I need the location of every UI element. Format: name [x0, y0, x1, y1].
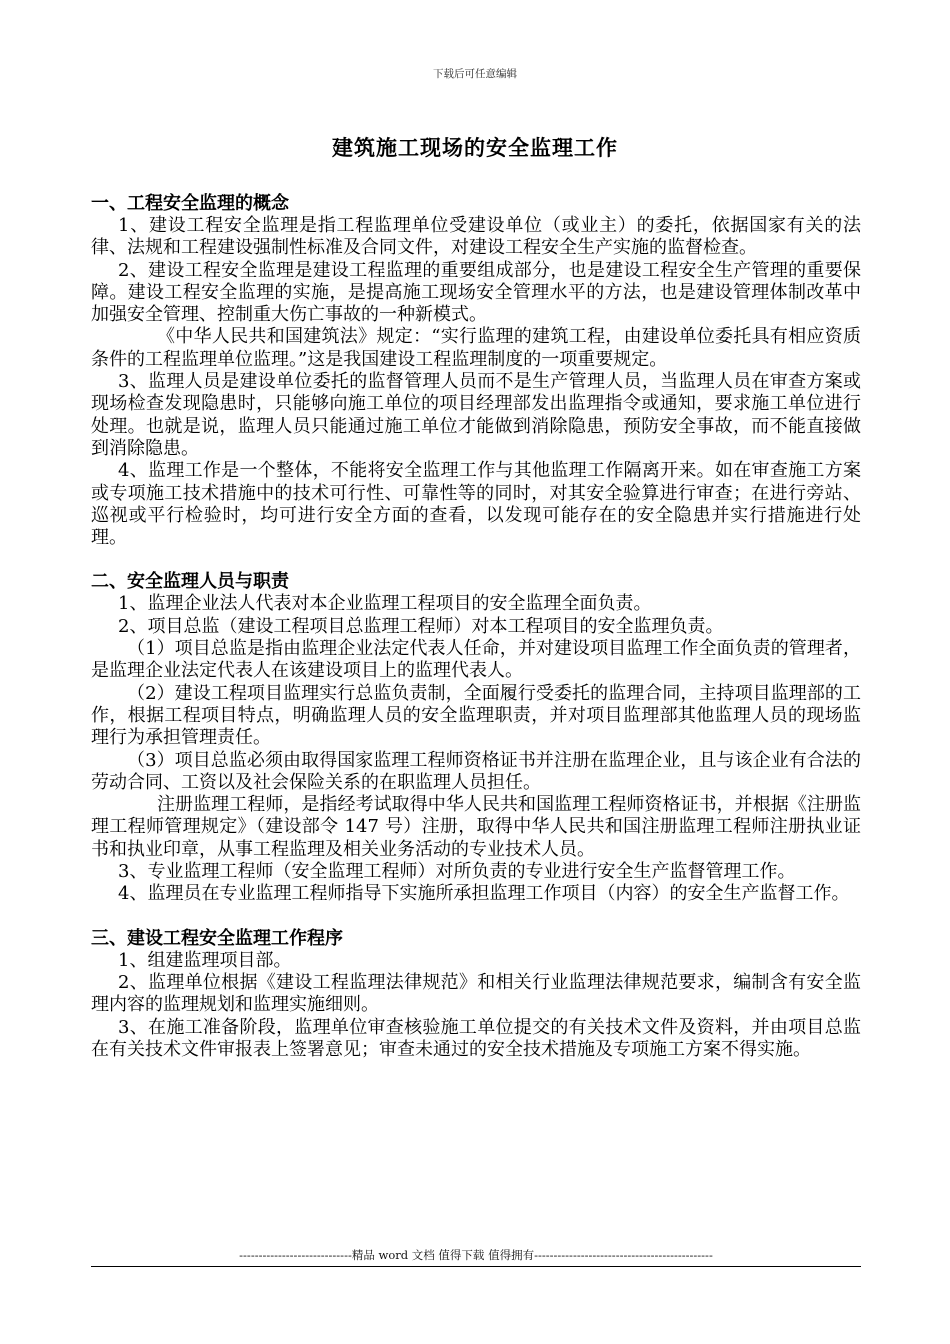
paragraph: 1、建设工程安全监理是指工程监理单位受建设单位（或业主）的委托，依据国家有关的法律、法规和工程建设强制性标准及合同文件，对建设工程安全生产实施的监督检查。: [91, 215, 861, 259]
paragraph: （2）建设工程项目监理实行总监负责制，全面履行受委托的监理合同，主持项目监理部的工作，根据工程项目特点，明确监理人员的安全监理职责，并对项目监理部其他监理人员的现场监理行为承担管理责任。: [91, 682, 861, 749]
paragraph: 1、监理企业法人代表对本企业监理工程项目的安全监理全面负责。: [118, 593, 652, 615]
section-gap: [91, 906, 861, 928]
document-body: [91, 193, 861, 1061]
section-heading: 二、安全监理人员与职责: [91, 571, 289, 593]
paragraph: 2、项目总监（建设工程项目总监理工程师）对本工程项目的安全监理负责。: [118, 615, 724, 637]
header-note: 下载后可任意编辑: [433, 68, 517, 80]
page-footer: [91, 1247, 861, 1267]
paragraph: 3、专业监理工程师（安全监理工程师）对所负责的专业进行安全生产监督管理工作。: [118, 861, 796, 883]
footer-divider: [91, 1266, 861, 1267]
paragraph: 1、组建监理项目部。: [118, 949, 292, 971]
paragraph: 《中华人民共和国建筑法》规定：“实行监理的建筑工程，由建设单位委托具有相应资质条件的工程监理单位监理。”这是我国建设工程监理制度的一项重要规定。: [91, 326, 861, 370]
paragraph: 注册监理工程师，是指经考试取得中华人民共和国监理工程师资格证书，并根据《注册监理工程师管理规定》（建设部令 147 号）注册，取得中华人民共和国注册监理工程师注册执业证书和执业印章，从事工程监理及相关业务活动的专业技术人员。: [91, 794, 861, 860]
section-heading: 三、建设工程安全监理工作程序: [91, 927, 343, 949]
section-3: [91, 928, 861, 1061]
paragraph: 2、建设工程安全监理是建设工程监理的重要组成部分，也是建设工程安全生产管理的重要保障。建设工程安全监理的实施，是提高施工现场安全管理水平的方法，也是建设管理体制改革中加强安全管理、控制重大伤亡事故的一种新模式。: [91, 259, 861, 326]
paragraph: 4、监理员在专业监理工程师指导下实施所承担监理工作项目（内容）的安全生产监督工作。: [118, 883, 850, 905]
paragraph: 3、监理人员是建设单位委托的监督管理人员而不是生产管理人员，当监理人员在审查方案或现场检查发现隐患时，只能够向施工单位的项目经理部发出监理指令或通知，要求施工单位进行处理。也就是说，监理人员只能通过施工单位才能做到消除隐患，预防安全事故，而不能直接做到消除隐患。: [91, 371, 861, 459]
paragraph: 2、监理单位根据《建设工程监理法律规范》和相关行业监理法律规范要求，编制含有安全监理内容的监理规划和监理实施细则。: [91, 971, 861, 1016]
paragraph: 4、监理工作是一个整体，不能将安全监理工作与其他监理工作隔离开来。如在审查施工方案或专项施工技术措施中的技术可行性、可靠性等的同时，对其安全验算进行审查；在进行旁站、巡视或平行检验时，均可进行安全方面的查看，以发现可能存在的安全隐患并实行措施进行处理。: [91, 460, 861, 549]
section-2: [91, 571, 861, 905]
paragraph: （1）项目总监是指由监理企业法定代表人任命，并对建设项目监理工作全面负责的管理者，是监理企业法定代表人在该建设项目上的监理代表人。: [91, 638, 861, 682]
section-1: [91, 193, 861, 549]
footer-text: -----------------------------精品 word 文档 值得下载 值得拥有----------------------------------------------: [239, 1248, 713, 1262]
section-heading: 一、工程安全监理的概念: [91, 193, 289, 214]
section-gap: [91, 549, 861, 571]
document-title: 建筑施工现场的安全监理工作: [332, 136, 618, 160]
paragraph: 3、在施工准备阶段，监理单位审查核验施工单位提交的有关技术文件及资料，并由项目总监在有关技术文件审报表上签署意见；审查未通过的安全技术措施及专项施工方案不得实施。: [91, 1016, 861, 1060]
paragraph: （3）项目总监必须由取得国家监理工程师资格证书并注册在监理企业，且与该企业有合法的劳动合同、工资以及社会保险关系的在职监理人员担任。: [91, 749, 861, 793]
